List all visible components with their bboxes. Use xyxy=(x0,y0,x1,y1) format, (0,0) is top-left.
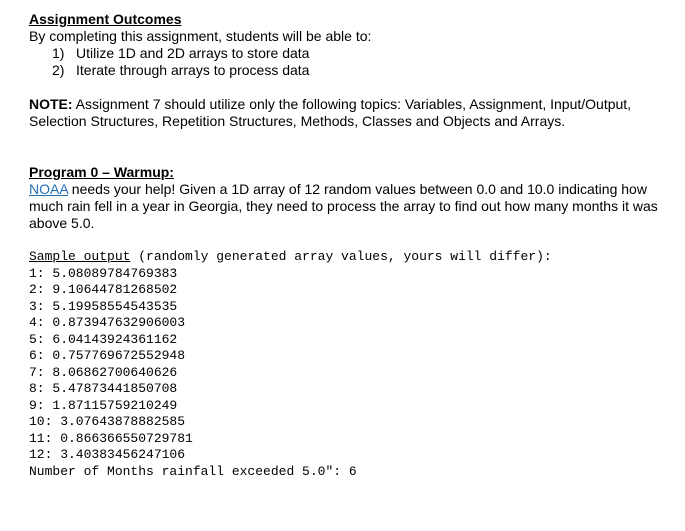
outcome-number: 1) xyxy=(52,45,65,61)
note-text: Assignment 7 should utilize only the following topics: Variables, Assignment, Input/Output, Selection Structures, Repetition Structures, Methods, Classes and Objects and Arrays. xyxy=(29,96,632,129)
assignment-document xyxy=(29,11,674,480)
output-line: 8: 5.47873441850708 xyxy=(29,381,178,396)
output-line: 4: 0.873947632906003 xyxy=(29,315,186,330)
outcome-text: Iterate through arrays to process data xyxy=(76,62,310,78)
output-line: 5: 6.04143924361162 xyxy=(29,331,178,347)
output-summary: Number of Months rainfall exceeded 5.0": 6 xyxy=(29,463,357,479)
output-line: 10: 3.07643878882585 xyxy=(29,414,186,429)
output-line: 1: 5.08089784769383 xyxy=(29,265,178,281)
outcome-item xyxy=(29,45,674,62)
outcomes-heading: Assignment Outcomes xyxy=(29,11,182,27)
outcomes-intro: By completing this assignment, students will be able to: xyxy=(29,28,372,44)
sample-output xyxy=(29,249,674,480)
output-line: 3: 5.19958554543535 xyxy=(29,298,178,314)
outcome-text: Utilize 1D and 2D arrays to store data xyxy=(76,45,310,61)
sample-output-label: Sample output xyxy=(29,249,131,264)
outcome-number: 2) xyxy=(52,62,65,78)
note-paragraph xyxy=(29,96,674,130)
noaa-link[interactable]: NOAA xyxy=(29,181,68,197)
program-description xyxy=(29,181,674,232)
output-line: 12: 3.40383456247106 xyxy=(29,447,186,462)
outcome-item xyxy=(29,62,674,79)
program-description-text: needs your help! Given a 1D array of 12 random values between 0.0 and 10.0 indicating how much rain fell in a year in Georgia, they need to process the array to find out how many months it was above 5.0. xyxy=(29,181,658,231)
outcomes-list xyxy=(29,45,674,79)
sample-output-note: (randomly generated array values, yours will differ): xyxy=(130,249,552,264)
program-heading: Program 0 – Warmup: xyxy=(29,164,174,180)
output-line: 2: 9.10644781268502 xyxy=(29,282,178,297)
note-label: NOTE: xyxy=(29,96,73,112)
output-line: 6: 0.757769672552948 xyxy=(29,348,186,363)
output-line: 9: 1.87115759210249 xyxy=(29,397,178,413)
output-line: 7: 8.06862700640626 xyxy=(29,364,178,380)
output-line: 11: 0.866366550729781 xyxy=(29,430,193,446)
